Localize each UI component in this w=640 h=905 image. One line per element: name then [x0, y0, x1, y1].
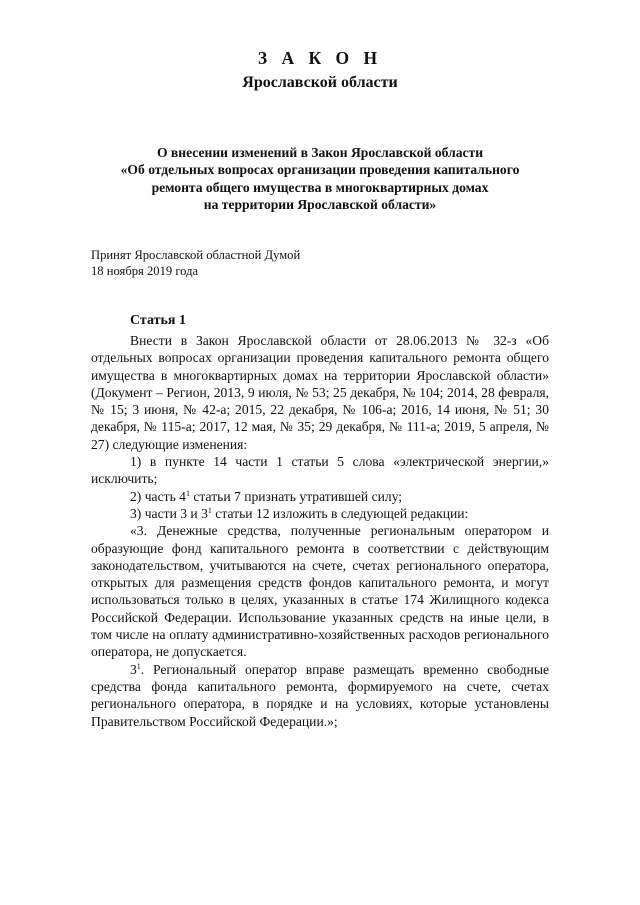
item-2-superscript: 1 [185, 488, 190, 498]
part-3-1-number: 3 [130, 661, 137, 677]
adoption-body: Принят Ярославской областной Думой [91, 248, 301, 262]
part-3-1-text: . Региональный оператор вправе размещать временно свободные средства фонда капитального ремонта, формируемого на счете, счетах регионального оператора, в порядке и на условиях, которые установлены Правительством Российской Федерации.»; [91, 661, 549, 729]
article-item-2 [91, 488, 549, 505]
item-3-text-before: 3) части 3 и 3 [130, 505, 208, 521]
item-2-text-after: статьи 7 признать утратившей силу; [189, 488, 403, 504]
quoted-part-3: «3. Денежные средства, полученные региональным оператором и образующие фонд капитального ремонта в соответствии с действующим законодательством, учитываются на счете, счетах регионального оператора, открытых для размещения средств фондов капитального ремонта, и могут использоваться только в целях, указанных в статье 174 Жилищного кодекса Российской Федерации. Использование указанных средств на иные цели, в том числе на оплату административно-хозяйственных расходов регионального оператора, не допускается. [91, 523, 549, 660]
part-3-1-superscript: 1 [136, 661, 141, 671]
article-heading: Статья 1 [130, 313, 186, 328]
adoption-date: 18 ноября 2019 года [91, 264, 199, 278]
quoted-part-3-1 [91, 661, 549, 730]
item-3-superscript: 1 [207, 505, 212, 515]
item-2-text-before: 2) часть 4 [130, 488, 186, 504]
article-intro-paragraph: Внести в Закон Ярославской области от 28.06.2013 № 32-з «Об отдельных вопросах организации проведения капитального ремонта общего имущества в многоквартирных домах на территории Ярославской области» (Документ – Регион, 2013, 9 июля, № 53; 25 декабря, № 104; 2014, 28 февраля, № 15; 3 июня, № 42-а; 2015, 22 декабря, № 106-а; 2016, 14 июня, № 51; 30 декабря, № 115-а; 2017, 12 мая, № 35; 29 декабря, № 111-а; 2019, 5 апреля, № 27) следующие изменения: [91, 333, 549, 452]
adoption-info [91, 247, 300, 279]
law-region: Ярославской области [242, 74, 398, 91]
law-title-line: ремонта общего имущества в многоквартирных домах [151, 179, 489, 195]
law-heading: З А К О Н [257, 48, 383, 68]
law-title-line: на территории Ярославской области» [203, 197, 437, 213]
law-title [0, 144, 640, 214]
item-3-text-after: статьи 12 изложить в следующей редакции: [211, 505, 469, 521]
law-title-line: О внесении изменений в Закон Ярославской области [156, 145, 484, 160]
article-body [91, 332, 549, 730]
law-title-line: «Об отдельных вопросах организации проведения капитального [120, 162, 520, 178]
article-item-1: 1) в пункте 14 части 1 статьи 5 слова «электрической энергии,» исключить; [91, 454, 549, 487]
article-item-3 [91, 505, 549, 522]
